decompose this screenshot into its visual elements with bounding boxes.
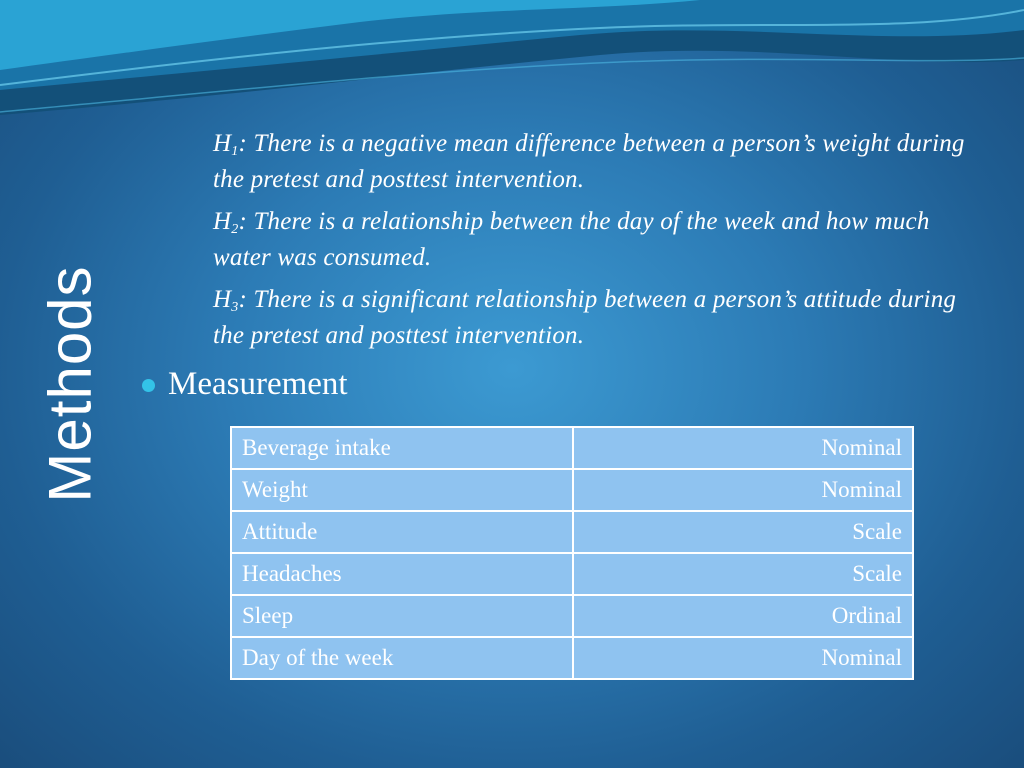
hypothesis-separator: :: [238, 208, 247, 235]
table-row: [231, 469, 913, 511]
table-row: [231, 427, 913, 469]
level-cell: Nominal: [573, 637, 913, 679]
level-cell: Nominal: [573, 469, 913, 511]
variable-cell: Weight: [231, 469, 573, 511]
level-cell: Nominal: [573, 427, 913, 469]
measurement-table: [230, 426, 914, 680]
hypothesis-text: There is a negative mean difference between a person’s weight during the pretest and posttest intervention.: [213, 130, 965, 193]
bullet-dot-icon: [142, 379, 155, 392]
table-row: [231, 595, 913, 637]
hypothesis-text: There is a relationship between the day of the week and how much water was consumed.: [213, 208, 930, 271]
hypothesis-index: 2: [231, 222, 239, 237]
hypothesis-3: [213, 282, 993, 354]
slide-title: Methods: [36, 265, 104, 503]
hypothesis-index: 1: [231, 144, 239, 159]
hypothesis-symbol: H: [213, 130, 232, 157]
hypothesis-symbol: H: [213, 286, 232, 313]
hypothesis-separator: :: [238, 130, 247, 157]
hypothesis-2: [213, 204, 993, 276]
hypothesis-symbol: H: [213, 208, 232, 235]
variable-cell: Beverage intake: [231, 427, 573, 469]
table-row: [231, 511, 913, 553]
hypothesis-separator: :: [238, 286, 247, 313]
variable-cell: Sleep: [231, 595, 573, 637]
level-cell: Scale: [573, 511, 913, 553]
variable-cell: Attitude: [231, 511, 573, 553]
hypothesis-text: There is a significant relationship between a person’s attitude during the pretest and posttest intervention.: [213, 286, 957, 349]
level-cell: Scale: [573, 553, 913, 595]
decorative-wave-banner: [0, 0, 1024, 140]
hypothesis-1: [213, 126, 993, 198]
variable-cell: Day of the week: [231, 637, 573, 679]
measurement-bullet: [142, 366, 348, 403]
hypotheses-list: [213, 126, 993, 360]
level-cell: Ordinal: [573, 595, 913, 637]
variable-cell: Headaches: [231, 553, 573, 595]
hypothesis-index: 3: [231, 300, 239, 315]
table-row: [231, 637, 913, 679]
table-row: [231, 553, 913, 595]
bullet-label: Measurement: [168, 366, 348, 402]
